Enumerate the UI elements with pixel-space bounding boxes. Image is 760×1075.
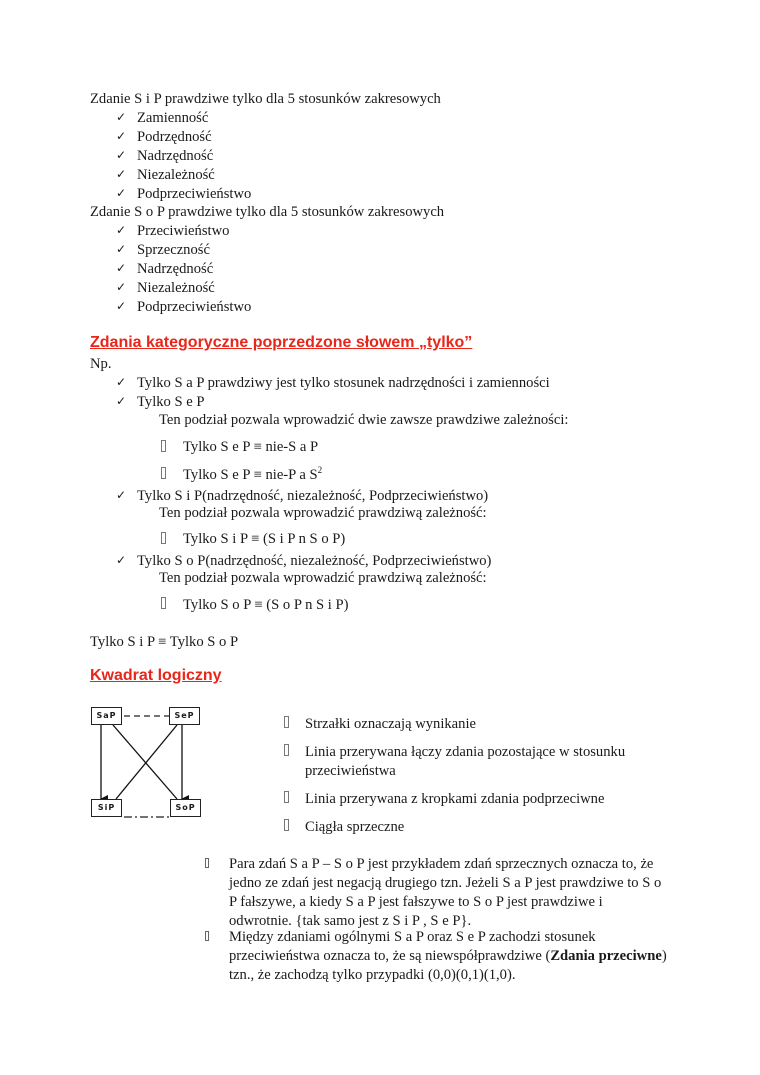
bullet-icon [284,819,289,831]
contradiction-line-sep-sip [116,725,177,799]
paragraph-text: Między zdaniami ogólnymi S a P oraz S e P zachodzi stosunek przeciwieństwa oznacza to, że są niewspółprawdziwe ( [229,929,596,964]
list-item: Niezależność [137,280,215,296]
list-item: Nadrzędność [137,261,214,277]
check-icon: ✓ [115,242,127,256]
list-item: Przeciwieństwo [137,223,230,239]
footnote-ref: 2 [317,465,323,475]
paragraph-contradictory: Para zdań S a P – S o P jest przykładem zdań sprzecznych oznacza to, że jedno ze zdań jest negacją drugiego tzn. Jeżeli S a P jest prawdziwe to S o P fałszywe, a kiedy S a P jest fałszywe to S o P jest prawdziwe i odwrotnie. {tak samo jest z S i P , S e P}. [229,856,662,929]
check-icon: ✓ [115,129,127,143]
legend-item: Linia przerywana łączy zdania pozostające w stosunku przeciwieństwa [305,744,626,779]
paragraph-contrary [229,928,669,985]
list-item: Tylko S o P(nadrzędność, niezależność, Podprzeciwieństwo) [137,553,492,569]
contradiction-line-sap-sop [113,725,177,799]
list-item: Zamienność [137,110,209,126]
list-item: Sprzeczność [137,242,210,258]
box-sep: SeP [169,707,200,725]
note-text: Ten podział pozwala wprowadzić prawdziwą zależność: [159,505,487,521]
sip-intro: Zdanie S i P prawdziwe tylko dla 5 stosunków zakresowych [90,91,441,107]
bold-term: Zdania przeciwne [550,948,662,964]
legend-item: Strzałki oznaczają wynikanie [305,716,476,732]
check-icon: ✓ [115,148,127,162]
check-icon: ✓ [115,280,127,294]
list-item: Tylko S a P prawdziwy jest tylko stosunek nadrzędności i zamienności [137,375,550,391]
list-item: Podrzędność [137,129,212,145]
np-label: Np. [90,356,112,372]
legend-item: Linia przerywana z kropkami zdania podprzeciwne [305,791,605,807]
paragraph-text: ) tzn., że zachodzą tylko przypadki (0,0)(0,1)(1,0). [229,948,667,983]
bullet-icon [284,744,289,756]
list-item: Nadrzędność [137,148,214,164]
check-icon: ✓ [115,394,127,408]
legend-item: Ciągła sprzeczne [305,819,405,835]
check-icon: ✓ [115,167,127,181]
check-icon: ✓ [115,110,127,124]
check-icon: ✓ [115,488,127,502]
bullet-icon [284,716,289,728]
sub-item [183,466,322,485]
check-icon: ✓ [115,553,127,567]
list-item: Tylko S i P(nadrzędność, niezależność, Podprzeciwieństwo) [137,488,489,504]
bullet-icon [205,931,209,941]
bullet-icon [284,791,289,803]
bullet-icon [161,467,166,479]
bullet-icon [161,532,166,544]
box-sop: SoP [170,799,201,817]
box-sap: SaP [91,707,122,725]
sub-item-text: Tylko S e P ≡ nie-P a S [183,467,318,483]
bullet-icon [161,597,166,609]
bullet-icon [161,440,166,452]
sub-item: Tylko S o P ≡ (S o P n S i P) [183,597,349,613]
note-text: Ten podział pozwala wprowadzić dwie zawsze prawdziwe zależności: [159,412,569,428]
check-icon: ✓ [115,261,127,275]
heading-tylko: Zdania kategoryczne poprzedzone słowem „tylko” [90,334,473,351]
heading-kwadrat: Kwadrat logiczny [90,667,222,684]
check-icon: ✓ [115,299,127,313]
check-icon: ✓ [115,186,127,200]
sop-intro: Zdanie S o P prawdziwe tylko dla 5 stosunków zakresowych [90,204,445,220]
note-text: Ten podział pozwala wprowadzić prawdziwą zależność: [159,570,487,586]
equivalence-line: Tylko S i P ≡ Tylko S o P [90,634,239,650]
list-item: Podprzeciwieństwo [137,299,252,315]
box-sip: SiP [91,799,122,817]
list-item: Podprzeciwieństwo [137,186,252,202]
sub-item: Tylko S i P ≡ (S i P n S o P) [183,531,346,547]
check-icon: ✓ [115,223,127,237]
list-item: Tylko S e P [137,394,205,410]
check-icon: ✓ [115,375,127,389]
list-item: Niezależność [137,167,215,183]
sub-item: Tylko S e P ≡ nie-S a P [183,439,319,455]
bullet-icon [205,858,209,868]
